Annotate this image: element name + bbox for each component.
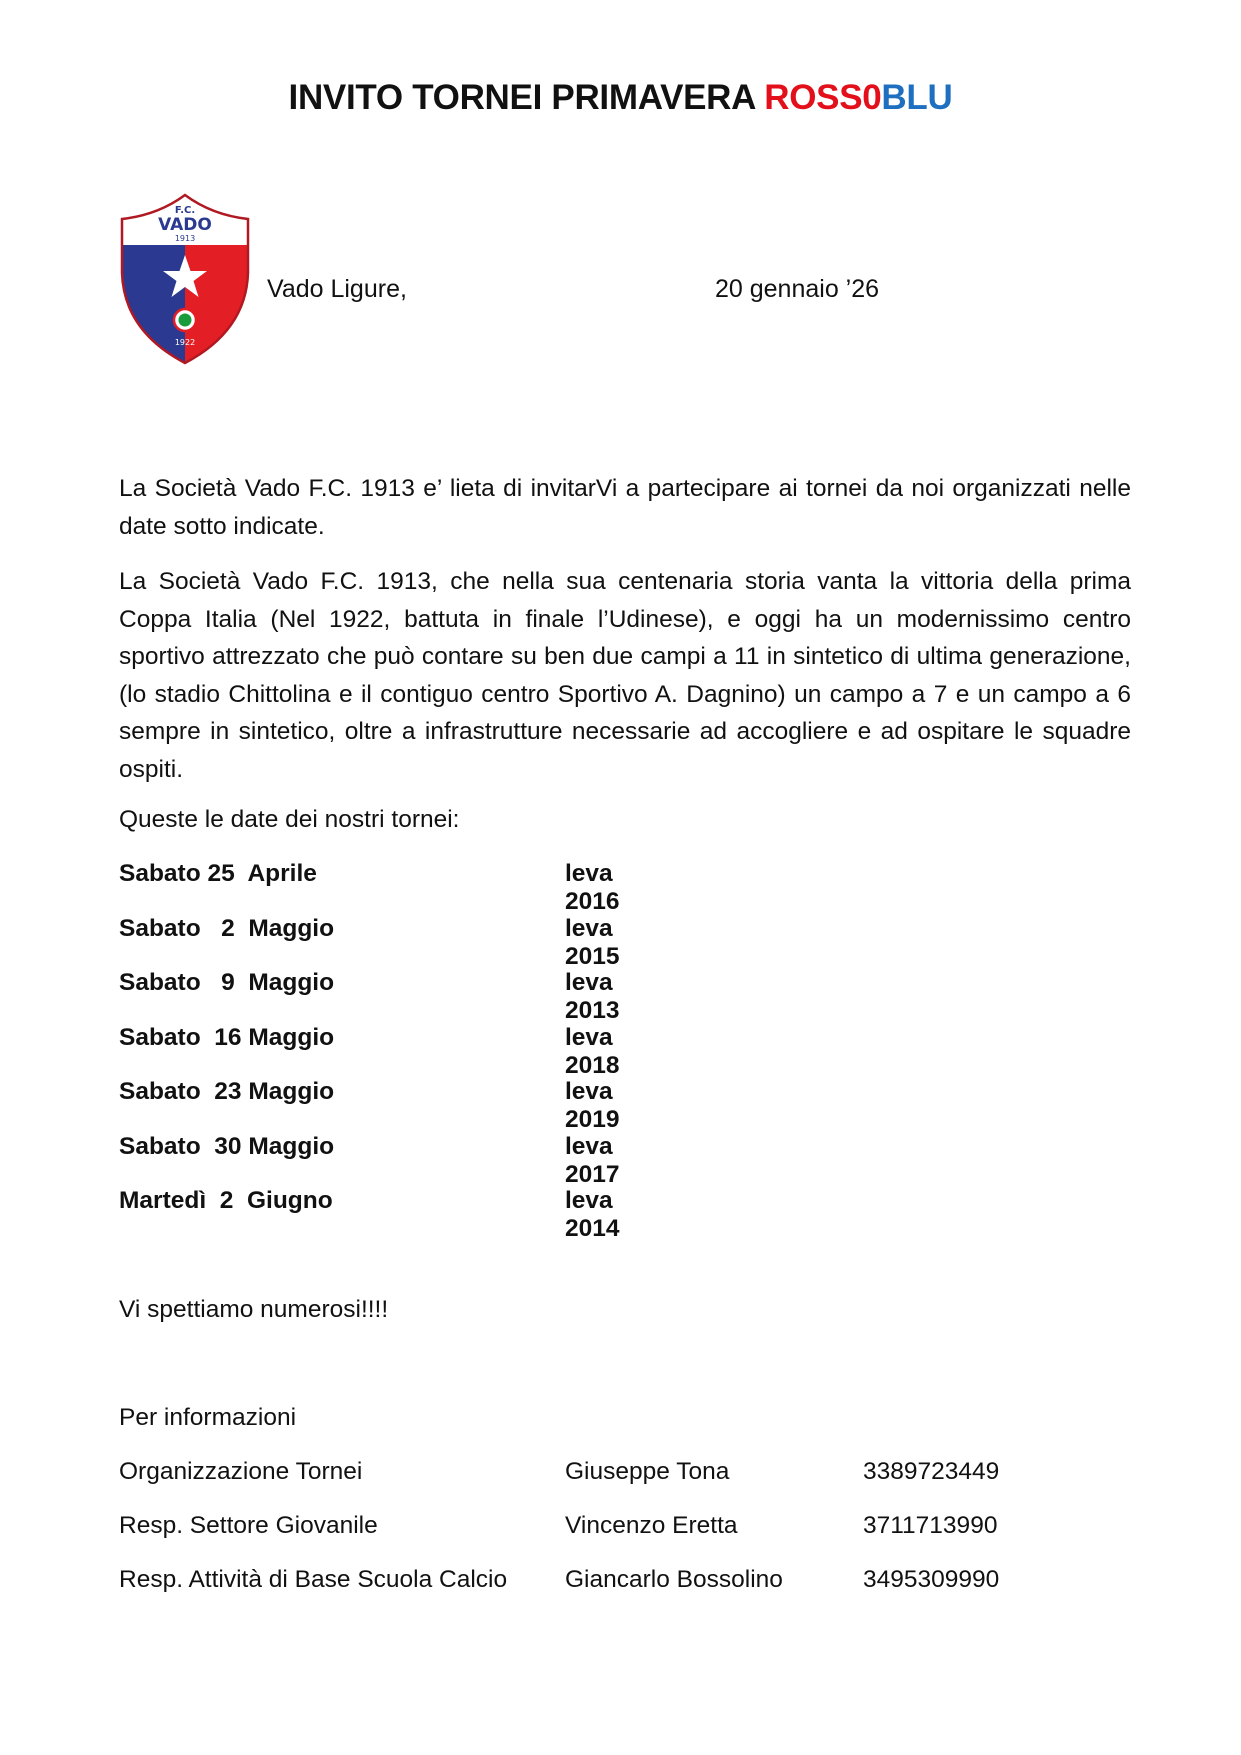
info-heading: Per informazioni [119,1404,297,1431]
crest-vado-text: VADO [158,215,212,235]
title-red-part: ROSS0 [764,78,882,117]
schedule-date: Sabato 25 Aprile [119,860,317,887]
schedule-date: Martedì 2 Giugno [119,1187,333,1214]
letter-place: Vado Ligure, [267,275,407,303]
title-prefix: INVITO TORNEI PRIMAVERA [288,78,765,117]
crest-1922-text: 1922 [174,338,196,347]
schedule-leva: leva 2014 [565,1187,620,1242]
contact-phone[interactable]: 3495309990 [863,1566,1000,1593]
contact-name: Giuseppe Tona [565,1458,730,1485]
schedule-leva: leva 2015 [565,914,620,970]
title-blue-part: BLU [881,78,953,117]
letter-date: 20 gennaio ’26 [715,275,880,303]
schedule-leva: leva 2016 [565,860,620,915]
history-paragraph: La Società Vado F.C. 1913, che nella sua centenaria storia vanta la vittoria della prima Coppa Italia (Nel 1922, battuta in finale l’Udinese), e oggi ha un modernissimo centro sportivo attrezzato che può contare su ben due campi a 11 in sintetico di ultima generazione, (lo stadio Chittolina e il contiguo centro Sportivo A. Dagnino) un campo a 7 e un campo a 6 sempre in sintetico, oltre a infrastrutture necessarie ad accogliere e ad ospitare le squadre ospiti. [119,568,1131,783]
contact-role: Resp. Attività di Base Scuola Calcio [119,1566,508,1593]
contact-name: Giancarlo Bossolino [565,1566,783,1593]
schedule-leva: leva 2017 [565,1132,620,1188]
schedule-date: Sabato 23 Maggio [119,1078,335,1105]
intro-paragraph: La Società Vado F.C. 1913 e’ lieta di invitarVi a partecipare ai tornei da noi organizzati nelle date sotto indicate. [119,475,1131,540]
contact-phone[interactable]: 3389723449 [863,1458,1000,1485]
crest-fc-text: F.C. [174,205,196,216]
schedule-date: Sabato 16 Maggio [119,1023,335,1051]
schedule-leva: leva 2013 [565,969,620,1024]
closing-line: Vi spettiamo numerosi!!!! [119,1296,389,1323]
contact-phone[interactable]: 3711713990 [863,1512,998,1539]
schedule-date: Sabato 9 Maggio [119,969,335,996]
schedule-leva: leva 2019 [565,1078,620,1133]
schedule-date: Sabato 2 Maggio [119,914,335,942]
contact-role: Resp. Settore Giovanile [119,1512,378,1539]
contact-role: Organizzazione Tornei [119,1458,363,1485]
crest-1913-text: 1913 [174,234,196,243]
page-title [0,78,1241,118]
schedule-leva: leva 2018 [565,1023,620,1079]
schedule-date: Sabato 30 Maggio [119,1132,335,1160]
club-crest-logo [118,193,252,365]
contact-name: Vincenzo Eretta [565,1512,738,1539]
schedule-intro: Queste le date dei nostri tornei: [119,806,460,833]
